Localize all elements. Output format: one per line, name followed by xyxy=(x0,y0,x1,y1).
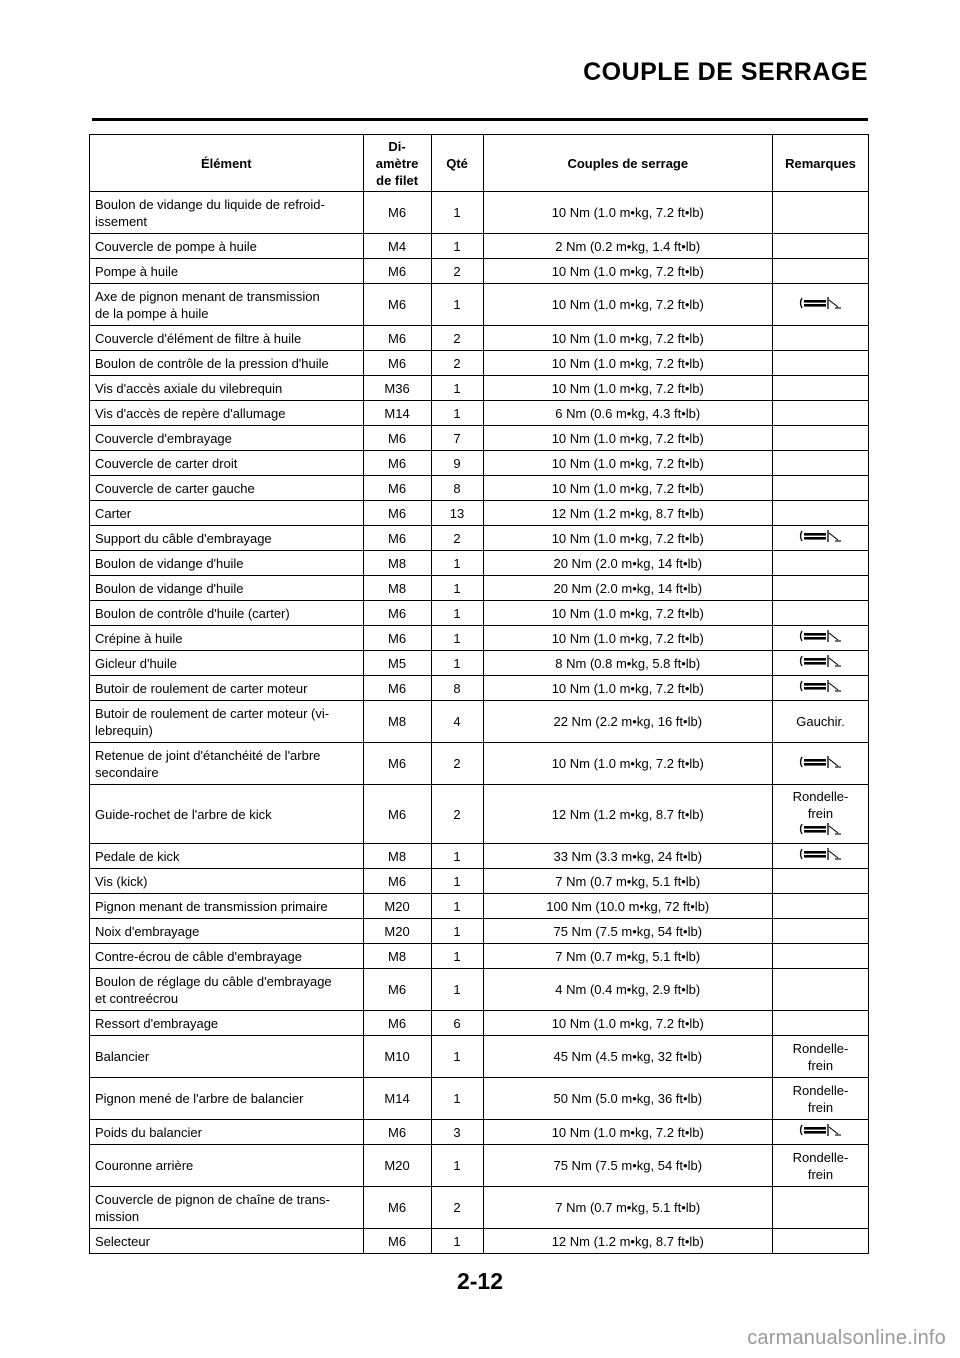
table-row xyxy=(90,844,869,869)
cell-diameter: M20 xyxy=(363,894,431,919)
cell-torque: 10 Nm (1.0 m•kg, 7.2 ft•lb) xyxy=(483,1011,773,1036)
cell-element: Vis d'accès de repère d'allumage xyxy=(90,401,364,426)
cell-remark xyxy=(773,234,869,259)
cell-element: Couvercle d'élément de filtre à huile xyxy=(90,326,364,351)
threadlock-icon xyxy=(798,755,844,773)
cell-element: Couvercle de pompe à huile xyxy=(90,234,364,259)
cell-remark xyxy=(773,326,869,351)
cell-qty: 1 xyxy=(431,969,483,1011)
page-number: 2-12 xyxy=(456,1268,504,1294)
cell-diameter: M8 xyxy=(363,701,431,743)
cell-qty: 1 xyxy=(431,651,483,676)
cell-diameter: M6 xyxy=(363,743,431,785)
cell-diameter: M6 xyxy=(363,476,431,501)
table-header-row xyxy=(90,135,869,192)
cell-qty: 2 xyxy=(431,785,483,844)
cell-element: Retenue de joint d'étanchéité de l'arbre secondaire xyxy=(90,743,364,785)
cell-torque: 12 Nm (1.2 m•kg, 8.7 ft•lb) xyxy=(483,501,773,526)
cell-torque: 10 Nm (1.0 m•kg, 7.2 ft•lb) xyxy=(483,1120,773,1145)
threadlock-icon xyxy=(798,1123,844,1141)
cell-diameter: M6 xyxy=(363,1187,431,1229)
cell-qty: 1 xyxy=(431,1036,483,1078)
cell-element: Couvercle de carter droit xyxy=(90,451,364,476)
cell-remark xyxy=(773,969,869,1011)
remark-text: Rondelle- frein xyxy=(792,788,849,821)
cell-torque: 10 Nm (1.0 m•kg, 7.2 ft•lb) xyxy=(483,376,773,401)
cell-remark xyxy=(773,601,869,626)
cell-diameter: M6 xyxy=(363,501,431,526)
cell-diameter: M8 xyxy=(363,576,431,601)
cell-torque: 10 Nm (1.0 m•kg, 7.2 ft•lb) xyxy=(483,426,773,451)
cell-torque: 4 Nm (0.4 m•kg, 2.9 ft•lb) xyxy=(483,969,773,1011)
cell-torque: 10 Nm (1.0 m•kg, 7.2 ft•lb) xyxy=(483,259,773,284)
cell-diameter: M6 xyxy=(363,351,431,376)
cell-element: Couronne arrière xyxy=(90,1145,364,1187)
cell-qty: 6 xyxy=(431,1011,483,1036)
cell-qty: 1 xyxy=(431,626,483,651)
table-row xyxy=(90,526,869,551)
cell-qty: 1 xyxy=(431,1229,483,1254)
cell-remark xyxy=(773,1078,869,1120)
cell-remark xyxy=(773,526,869,551)
cell-torque: 8 Nm (0.8 m•kg, 5.8 ft•lb) xyxy=(483,651,773,676)
watermark: carmanualsonline.info xyxy=(747,1327,946,1349)
cell-qty: 2 xyxy=(431,259,483,284)
cell-remark xyxy=(773,284,869,326)
cell-qty: 1 xyxy=(431,1145,483,1187)
cell-element: Ressort d'embrayage xyxy=(90,1011,364,1036)
remark-text: Rondelle- frein xyxy=(792,1082,849,1115)
header-qty: Qté xyxy=(431,135,483,192)
cell-qty: 13 xyxy=(431,501,483,526)
cell-element: Axe de pignon menant de transmission de la pompe à huile xyxy=(90,284,364,326)
cell-element: Poids du balancier xyxy=(90,1120,364,1145)
cell-qty: 2 xyxy=(431,326,483,351)
cell-qty: 4 xyxy=(431,701,483,743)
cell-diameter: M6 xyxy=(363,426,431,451)
cell-torque: 10 Nm (1.0 m•kg, 7.2 ft•lb) xyxy=(483,284,773,326)
cell-qty: 1 xyxy=(431,284,483,326)
cell-torque: 20 Nm (2.0 m•kg, 14 ft•lb) xyxy=(483,576,773,601)
header-torque: Couples de serrage xyxy=(483,135,773,192)
table-row xyxy=(90,894,869,919)
header-element: Élément xyxy=(90,135,364,192)
cell-diameter: M6 xyxy=(363,284,431,326)
cell-remark xyxy=(773,785,869,844)
cell-remark xyxy=(773,259,869,284)
threadlock-icon xyxy=(798,847,844,865)
table-row xyxy=(90,1187,869,1229)
torque-table-body xyxy=(90,192,869,1254)
cell-element: Gicleur d'huile xyxy=(90,651,364,676)
cell-torque: 75 Nm (7.5 m•kg, 54 ft•lb) xyxy=(483,919,773,944)
cell-element: Pignon menant de transmission primaire xyxy=(90,894,364,919)
cell-torque: 10 Nm (1.0 m•kg, 7.2 ft•lb) xyxy=(483,601,773,626)
cell-diameter: M6 xyxy=(363,1011,431,1036)
cell-diameter: M6 xyxy=(363,969,431,1011)
cell-qty: 1 xyxy=(431,894,483,919)
table-row xyxy=(90,551,869,576)
cell-element: Pedale de kick xyxy=(90,844,364,869)
threadlock-icon xyxy=(798,529,844,547)
cell-qty: 1 xyxy=(431,401,483,426)
cell-torque: 10 Nm (1.0 m•kg, 7.2 ft•lb) xyxy=(483,526,773,551)
threadlock-icon xyxy=(798,629,844,647)
cell-diameter: M6 xyxy=(363,451,431,476)
cell-element: Pignon mené de l'arbre de balancier xyxy=(90,1078,364,1120)
cell-element: Butoir de roulement de carter moteur (vi- lebrequin) xyxy=(90,701,364,743)
table-row xyxy=(90,376,869,401)
cell-remark xyxy=(773,651,869,676)
cell-remark xyxy=(773,1011,869,1036)
cell-diameter: M6 xyxy=(363,526,431,551)
cell-diameter: M6 xyxy=(363,259,431,284)
threadlock-icon xyxy=(798,822,844,840)
cell-qty: 1 xyxy=(431,944,483,969)
cell-remark xyxy=(773,626,869,651)
cell-torque: 7 Nm (0.7 m•kg, 5.1 ft•lb) xyxy=(483,869,773,894)
title-rule xyxy=(92,118,868,121)
cell-torque: 45 Nm (4.5 m•kg, 32 ft•lb) xyxy=(483,1036,773,1078)
table-row xyxy=(90,284,869,326)
threadlock-icon xyxy=(798,654,844,672)
cell-torque: 10 Nm (1.0 m•kg, 7.2 ft•lb) xyxy=(483,192,773,234)
table-row xyxy=(90,1120,869,1145)
table-row xyxy=(90,326,869,351)
cell-diameter: M8 xyxy=(363,844,431,869)
table-row xyxy=(90,259,869,284)
cell-diameter: M6 xyxy=(363,1120,431,1145)
cell-qty: 8 xyxy=(431,676,483,701)
remark-text: Gauchir. xyxy=(796,714,845,729)
cell-remark xyxy=(773,1120,869,1145)
cell-diameter: M6 xyxy=(363,192,431,234)
cell-diameter: M36 xyxy=(363,376,431,401)
cell-qty: 9 xyxy=(431,451,483,476)
table-row xyxy=(90,701,869,743)
cell-remark xyxy=(773,1145,869,1187)
cell-torque: 22 Nm (2.2 m•kg, 16 ft•lb) xyxy=(483,701,773,743)
cell-diameter: M6 xyxy=(363,869,431,894)
cell-diameter: M5 xyxy=(363,651,431,676)
table-row xyxy=(90,944,869,969)
cell-element: Boulon de contrôle d'huile (carter) xyxy=(90,601,364,626)
cell-element: Boulon de réglage du câble d'embrayage et contreécrou xyxy=(90,969,364,1011)
cell-torque: 6 Nm (0.6 m•kg, 4.3 ft•lb) xyxy=(483,401,773,426)
cell-remark xyxy=(773,451,869,476)
cell-torque: 10 Nm (1.0 m•kg, 7.2 ft•lb) xyxy=(483,451,773,476)
table-row xyxy=(90,1145,869,1187)
table-row xyxy=(90,785,869,844)
cell-element: Balancier xyxy=(90,1036,364,1078)
cell-remark xyxy=(773,743,869,785)
cell-torque: 75 Nm (7.5 m•kg, 54 ft•lb) xyxy=(483,1145,773,1187)
cell-qty: 1 xyxy=(431,192,483,234)
cell-element: Couvercle de pignon de chaîne de trans- mission xyxy=(90,1187,364,1229)
cell-diameter: M6 xyxy=(363,1229,431,1254)
cell-element: Selecteur xyxy=(90,1229,364,1254)
torque-table xyxy=(89,134,869,1254)
cell-qty: 1 xyxy=(431,551,483,576)
cell-torque: 12 Nm (1.2 m•kg, 8.7 ft•lb) xyxy=(483,1229,773,1254)
cell-torque: 20 Nm (2.0 m•kg, 14 ft•lb) xyxy=(483,551,773,576)
remark-text: Rondelle- frein xyxy=(792,1149,849,1182)
cell-remark xyxy=(773,501,869,526)
cell-element: Carter xyxy=(90,501,364,526)
cell-remark xyxy=(773,894,869,919)
cell-diameter: M14 xyxy=(363,1078,431,1120)
cell-remark xyxy=(773,1036,869,1078)
header-remarks: Remarques xyxy=(773,135,869,192)
cell-diameter: M20 xyxy=(363,919,431,944)
table-row xyxy=(90,743,869,785)
cell-torque: 10 Nm (1.0 m•kg, 7.2 ft•lb) xyxy=(483,351,773,376)
table-row xyxy=(90,234,869,259)
cell-diameter: M6 xyxy=(363,785,431,844)
table-row xyxy=(90,969,869,1011)
cell-remark xyxy=(773,869,869,894)
table-row xyxy=(90,1229,869,1254)
remark-text: Rondelle- frein xyxy=(792,1040,849,1073)
cell-remark xyxy=(773,576,869,601)
cell-element: Guide-rochet de l'arbre de kick xyxy=(90,785,364,844)
table-row xyxy=(90,476,869,501)
cell-diameter: M10 xyxy=(363,1036,431,1078)
table-row xyxy=(90,626,869,651)
cell-element: Couvercle d'embrayage xyxy=(90,426,364,451)
cell-torque: 10 Nm (1.0 m•kg, 7.2 ft•lb) xyxy=(483,676,773,701)
cell-torque: 7 Nm (0.7 m•kg, 5.1 ft•lb) xyxy=(483,944,773,969)
cell-remark xyxy=(773,944,869,969)
table-row xyxy=(90,426,869,451)
cell-qty: 2 xyxy=(431,1187,483,1229)
table-row xyxy=(90,1036,869,1078)
header-diameter: Di- amètre de filet xyxy=(363,135,431,192)
cell-diameter: M8 xyxy=(363,944,431,969)
cell-remark xyxy=(773,701,869,743)
cell-diameter: M6 xyxy=(363,676,431,701)
table-row xyxy=(90,501,869,526)
cell-qty: 1 xyxy=(431,576,483,601)
cell-qty: 1 xyxy=(431,1078,483,1120)
cell-remark xyxy=(773,476,869,501)
cell-remark xyxy=(773,1229,869,1254)
cell-torque: 10 Nm (1.0 m•kg, 7.2 ft•lb) xyxy=(483,326,773,351)
table-row xyxy=(90,192,869,234)
table-row xyxy=(90,919,869,944)
cell-element: Support du câble d'embrayage xyxy=(90,526,364,551)
cell-element: Vis d'accès axiale du vilebrequin xyxy=(90,376,364,401)
cell-element: Boulon de vidange d'huile xyxy=(90,551,364,576)
cell-qty: 1 xyxy=(431,844,483,869)
cell-diameter: M20 xyxy=(363,1145,431,1187)
cell-torque: 12 Nm (1.2 m•kg, 8.7 ft•lb) xyxy=(483,785,773,844)
cell-diameter: M8 xyxy=(363,551,431,576)
cell-remark xyxy=(773,401,869,426)
cell-torque: 33 Nm (3.3 m•kg, 24 ft•lb) xyxy=(483,844,773,869)
table-row xyxy=(90,401,869,426)
cell-qty: 1 xyxy=(431,376,483,401)
cell-remark xyxy=(773,919,869,944)
cell-remark xyxy=(773,192,869,234)
cell-qty: 7 xyxy=(431,426,483,451)
cell-qty: 3 xyxy=(431,1120,483,1145)
cell-remark xyxy=(773,376,869,401)
cell-element: Butoir de roulement de carter moteur xyxy=(90,676,364,701)
cell-element: Boulon de vidange d'huile xyxy=(90,576,364,601)
cell-element: Couvercle de carter gauche xyxy=(90,476,364,501)
cell-element: Contre-écrou de câble d'embrayage xyxy=(90,944,364,969)
cell-torque: 10 Nm (1.0 m•kg, 7.2 ft•lb) xyxy=(483,626,773,651)
cell-qty: 1 xyxy=(431,869,483,894)
table-row xyxy=(90,576,869,601)
cell-remark xyxy=(773,351,869,376)
threadlock-icon xyxy=(798,679,844,697)
table-row xyxy=(90,1078,869,1120)
threadlock-icon xyxy=(798,296,844,314)
cell-diameter: M6 xyxy=(363,326,431,351)
cell-element: Noix d'embrayage xyxy=(90,919,364,944)
cell-qty: 1 xyxy=(431,234,483,259)
cell-torque: 10 Nm (1.0 m•kg, 7.2 ft•lb) xyxy=(483,476,773,501)
cell-diameter: M6 xyxy=(363,601,431,626)
table-row xyxy=(90,351,869,376)
cell-remark xyxy=(773,426,869,451)
cell-element: Vis (kick) xyxy=(90,869,364,894)
cell-torque: 10 Nm (1.0 m•kg, 7.2 ft•lb) xyxy=(483,743,773,785)
table-row xyxy=(90,869,869,894)
cell-torque: 2 Nm (0.2 m•kg, 1.4 ft•lb) xyxy=(483,234,773,259)
cell-torque: 100 Nm (10.0 m•kg, 72 ft•lb) xyxy=(483,894,773,919)
cell-qty: 2 xyxy=(431,351,483,376)
cell-torque: 7 Nm (0.7 m•kg, 5.1 ft•lb) xyxy=(483,1187,773,1229)
cell-qty: 2 xyxy=(431,526,483,551)
cell-remark xyxy=(773,551,869,576)
table-row xyxy=(90,651,869,676)
cell-diameter: M4 xyxy=(363,234,431,259)
cell-element: Boulon de contrôle de la pression d'huile xyxy=(90,351,364,376)
table-row xyxy=(90,1011,869,1036)
cell-qty: 2 xyxy=(431,743,483,785)
cell-qty: 1 xyxy=(431,919,483,944)
cell-remark xyxy=(773,1187,869,1229)
cell-remark xyxy=(773,676,869,701)
table-row xyxy=(90,451,869,476)
cell-diameter: M14 xyxy=(363,401,431,426)
cell-element: Crépine à huile xyxy=(90,626,364,651)
table-row xyxy=(90,601,869,626)
cell-qty: 1 xyxy=(431,601,483,626)
cell-element: Boulon de vidange du liquide de refroid- issement xyxy=(90,192,364,234)
cell-qty: 8 xyxy=(431,476,483,501)
cell-diameter: M6 xyxy=(363,626,431,651)
cell-element: Pompe à huile xyxy=(90,259,364,284)
page-title: COUPLE DE SERRAGE xyxy=(583,58,868,86)
cell-remark xyxy=(773,844,869,869)
cell-torque: 50 Nm (5.0 m•kg, 36 ft•lb) xyxy=(483,1078,773,1120)
table-row xyxy=(90,676,869,701)
